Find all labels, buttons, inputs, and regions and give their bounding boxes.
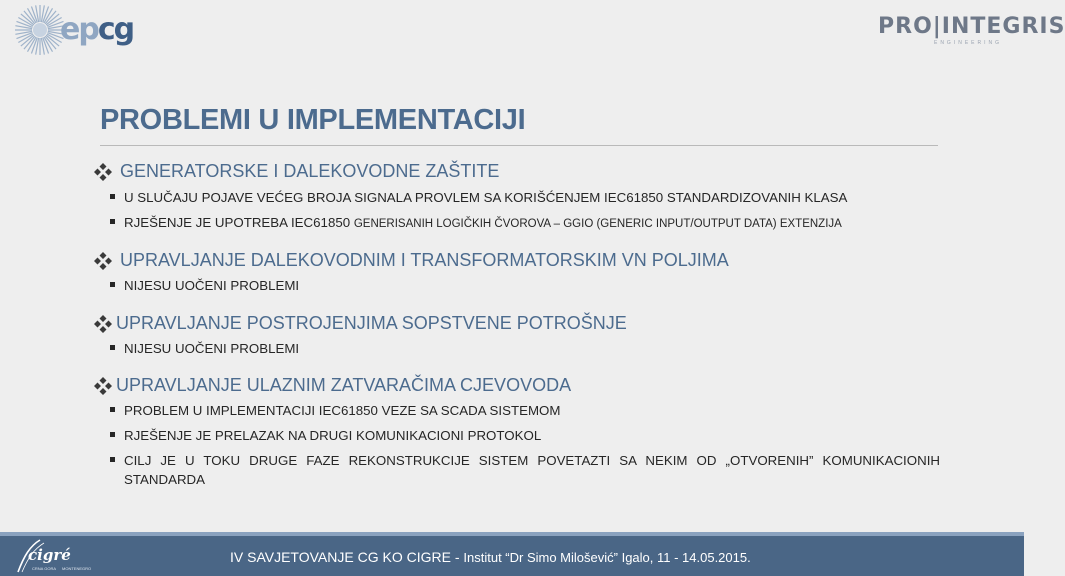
section-heading-text: UPRAVLJANJE POSTROJENJIMA SOPSTVENE POTROŠNJE — [116, 313, 627, 333]
prointegris-logo-subtext: ENGINEERING — [933, 40, 1002, 46]
footer-text — [230, 549, 751, 565]
four-diamonds-bullet-icon — [94, 315, 112, 333]
square-bullet-icon — [110, 219, 115, 224]
square-bullet-icon — [110, 194, 115, 199]
square-bullet-icon — [110, 432, 115, 437]
bullet-item — [110, 426, 940, 445]
epcg-sunburst-icon — [14, 4, 66, 56]
section-heading-text: UPRAVLJANJE DALEKOVODNIM I TRANSFORMATORSKIM VN POLJIMA — [120, 250, 729, 270]
square-bullet-icon — [110, 457, 115, 462]
bullet-text: U SLUČAJU POJAVE VEĆEG BROJA SIGNALA PROVLEM SA KORIŠĆENJEM IEC61850 STANDARDIZOVANIH KLASA — [124, 190, 848, 205]
footer-event: IV SAVJETOVANJE CG KO CIGRE - — [230, 549, 464, 565]
bullet-item — [110, 276, 940, 295]
svg-text:CRNA GORA: CRNA GORA — [32, 566, 57, 571]
prointegris-logo — [878, 14, 1065, 46]
bullet-text-main: RJEŠENJE JE UPOTREBA IEC61850 — [124, 215, 351, 230]
square-bullet-icon — [110, 407, 115, 412]
section-heading-text: UPRAVLJANJE ULAZNIM ZATVARAČIMA CJEVOVODA — [116, 375, 572, 395]
four-diamonds-bullet-icon — [94, 252, 112, 270]
square-bullet-icon — [110, 282, 115, 287]
bullet-text: NIJESU UOČENI PROBLEMI — [124, 278, 300, 293]
section-heading — [94, 375, 571, 396]
section-heading — [94, 250, 729, 271]
bullet-item — [110, 401, 940, 420]
bullet-text: CILJ JE U TOKU DRUGE FAZE REKONSTRUKCIJE SISTEM POVETAZTI SA NEKIM OD „OTVORENIH” KOMUNIKACIONIH STANDARDA — [124, 453, 940, 487]
bullet-item — [110, 339, 940, 358]
bullet-text-small: GENERISANIH LOGIČKIH ČVOROVA – GGIO (GENERIC INPUT/OUTPUT DATA) EXTENZIJA — [353, 218, 842, 230]
section-heading-text: GENERATORSKE I DALEKOVODNE ZAŠTITE — [120, 161, 500, 181]
title-divider — [100, 145, 938, 146]
epcg-logo — [14, 4, 134, 56]
bullet-item — [110, 451, 940, 489]
svg-text:cigré: cigré — [28, 546, 71, 564]
footer-institute: Institut “Dr Simo Milošević” Igalo, 11 - 14.05.2015. — [463, 550, 751, 565]
footer-bar — [0, 532, 1024, 576]
epcg-logo-text: epcg — [60, 12, 134, 47]
bullet-text — [124, 213, 940, 234]
section-heading — [94, 313, 627, 334]
bullet-item — [110, 213, 940, 234]
four-diamonds-bullet-icon — [94, 377, 112, 395]
bullet-text: PROBLEM U IMPLEMENTACIJI IEC61850 VEZE SA SCADA SISTEMOM — [124, 403, 561, 418]
bullet-item — [110, 188, 940, 207]
section-heading — [94, 161, 499, 182]
slide-title: PROBLEMI U IMPLEMENTACIJI — [100, 104, 526, 136]
four-diamonds-bullet-icon — [94, 163, 112, 181]
bullet-text: RJEŠENJE JE PRELAZAK NA DRUGI KOMUNIKACIONI PROTOKOL — [124, 428, 542, 443]
bullet-text: NIJESU UOČENI PROBLEMI — [124, 341, 300, 356]
prointegris-logo-text: PRO|INTEGRIS — [878, 14, 1065, 39]
square-bullet-icon — [110, 345, 115, 350]
svg-text:MONTENEGRO: MONTENEGRO — [62, 566, 92, 571]
cigre-logo — [14, 536, 94, 576]
